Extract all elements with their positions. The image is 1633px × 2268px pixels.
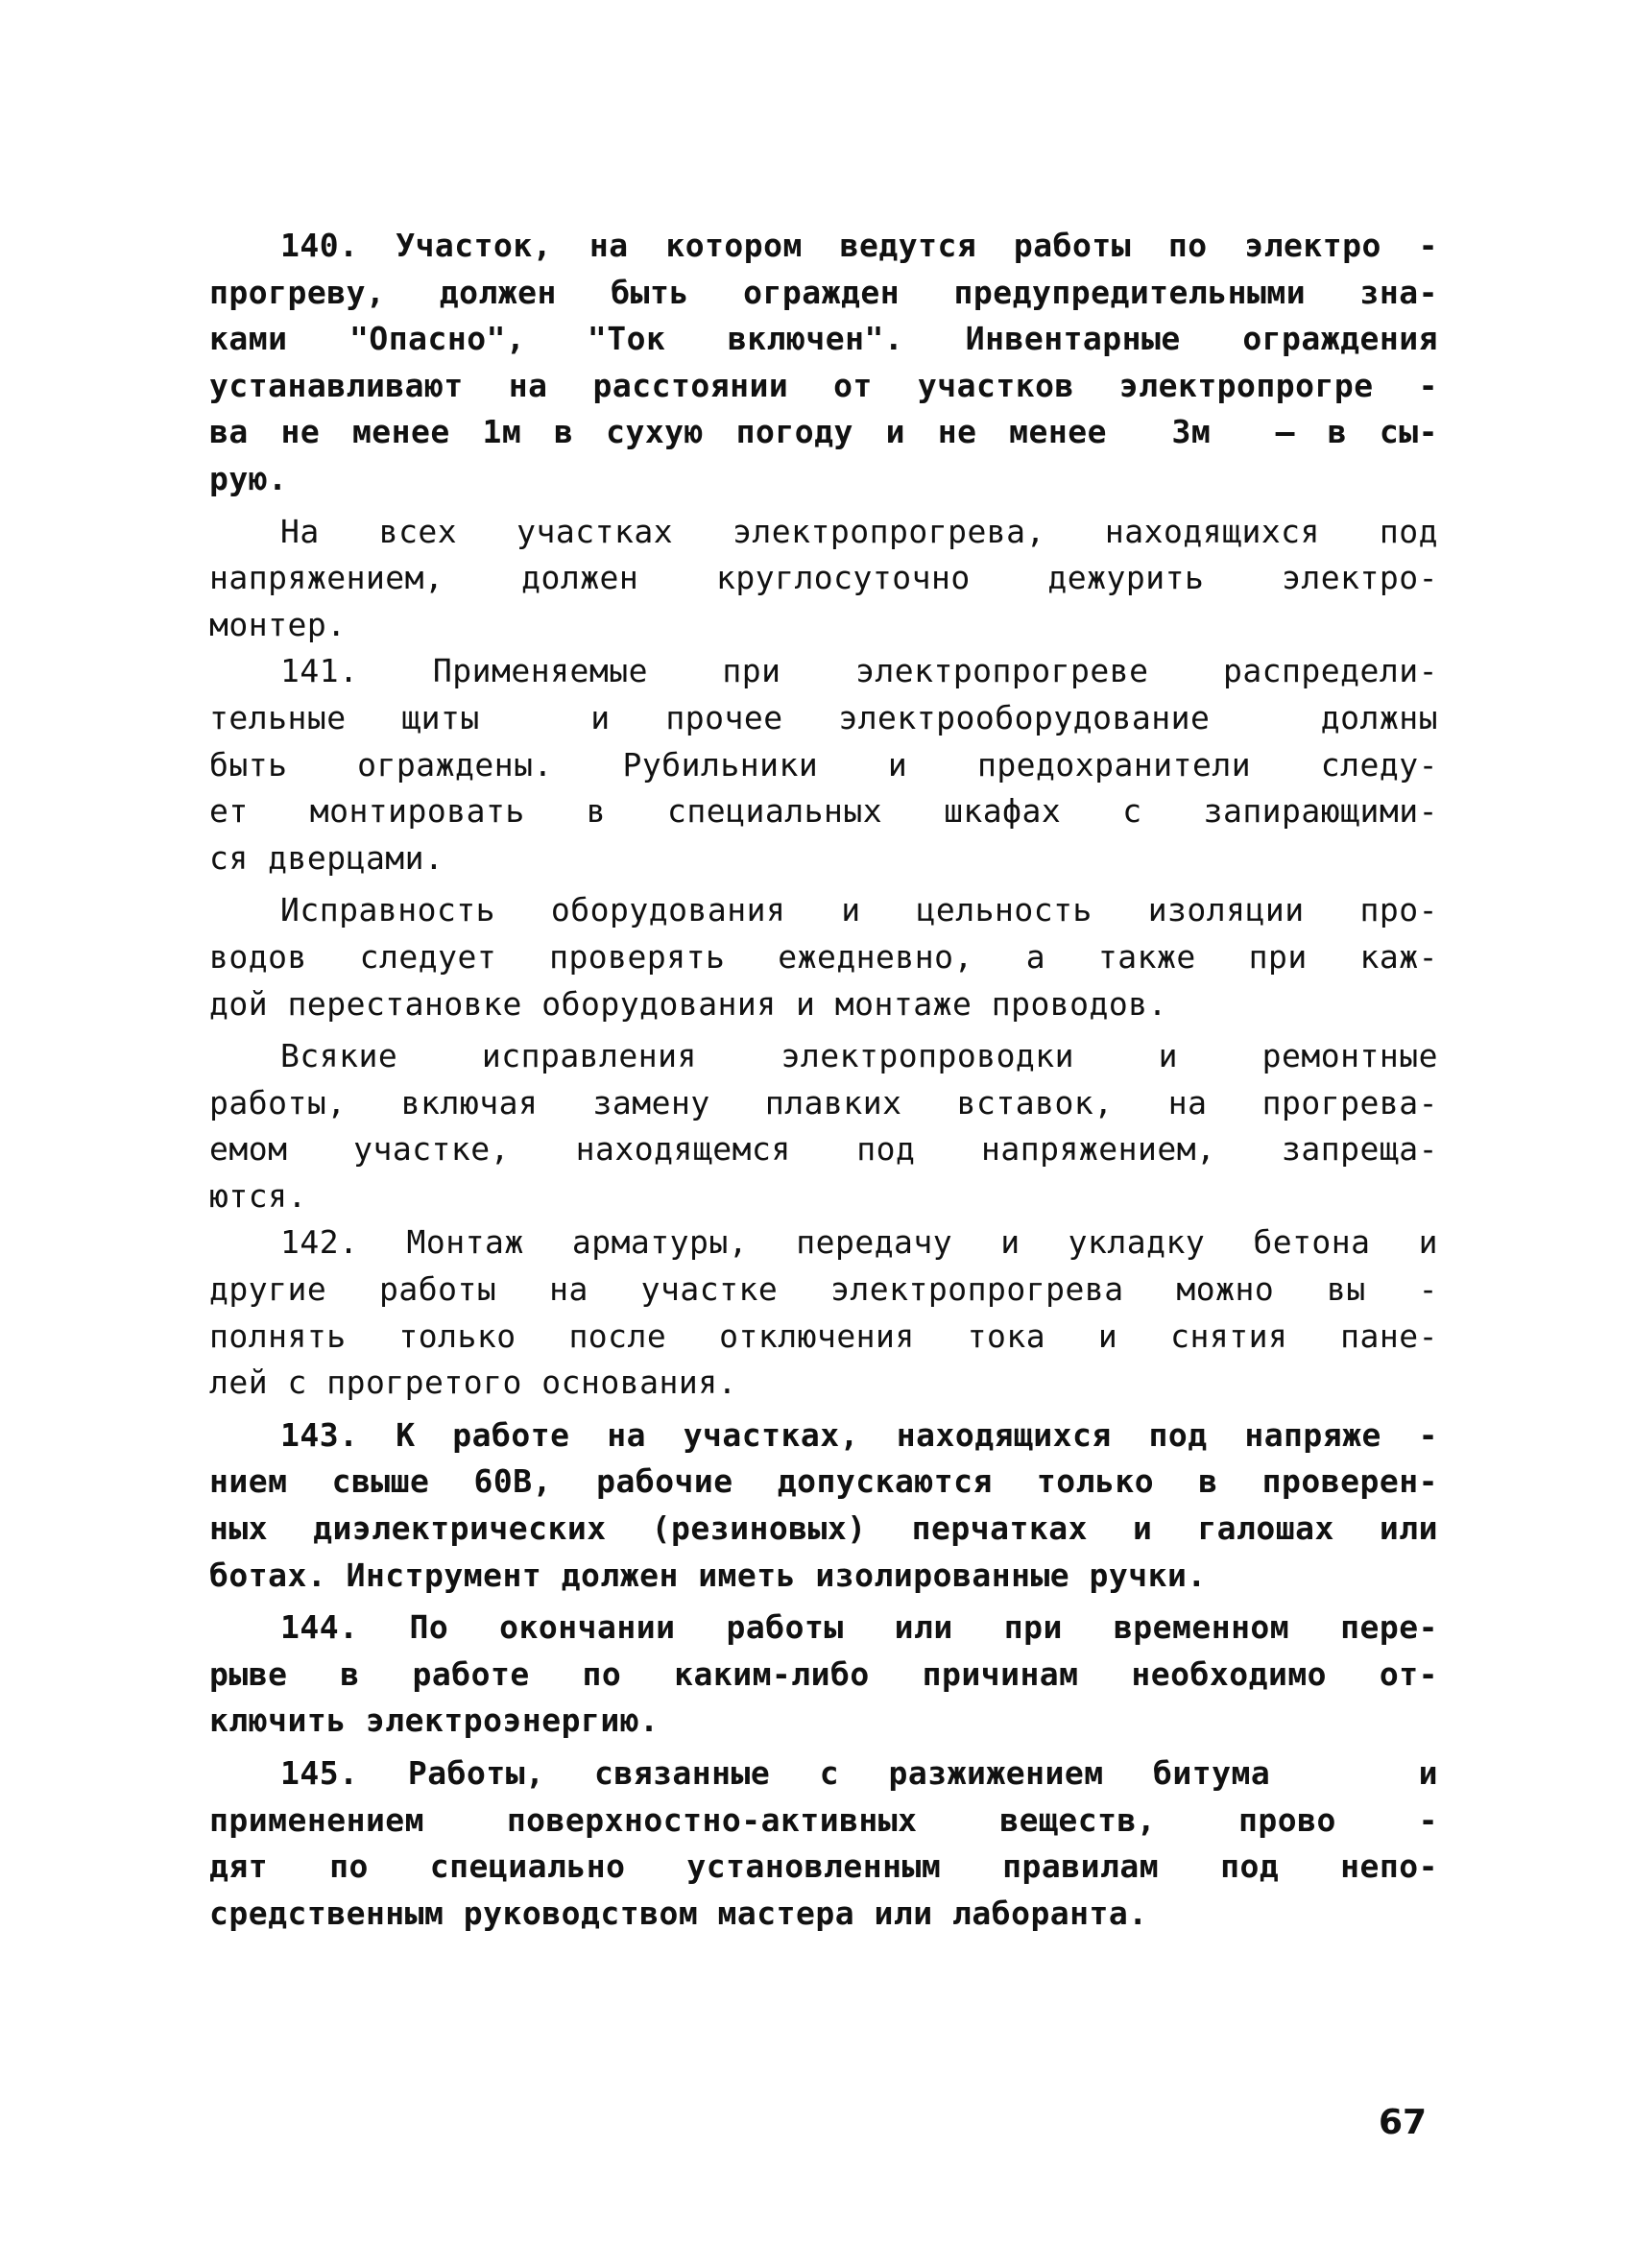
text-line: Исправность оборудования и цельность изоляции про- — [280, 891, 1438, 929]
text-line: Всякие исправления электропроводки и ремонтные — [280, 1037, 1438, 1075]
paragraph-141-equipment — [209, 887, 1438, 1027]
body-text — [209, 223, 1438, 1937]
paragraph-142 — [209, 1219, 1438, 1406]
paragraph-140-continued — [209, 509, 1438, 649]
text-line: 144. По окончании работы или при временном пере- — [280, 1608, 1438, 1647]
text-line: дой перестановке оборудования и монтаже проводов. — [209, 984, 1168, 1023]
paragraph-144 — [209, 1604, 1438, 1745]
text-line: монтер. — [209, 605, 347, 643]
text-line: 140. Участок, на котором ведутся работы по электро - — [280, 227, 1438, 264]
text-line: применением поверхностно-активных веществ, прово - — [209, 1800, 1438, 1839]
text-line: ются. — [209, 1176, 307, 1215]
text-line: устанавливают на расстоянии от участков электропрогре - — [209, 366, 1438, 404]
paragraph-141 — [209, 648, 1438, 881]
text-line: 141. Применяемые при электропрогреве распредели- — [280, 652, 1438, 690]
text-line: рыве в работе по каким-либо причинам необходимо от- — [209, 1654, 1438, 1693]
text-line: ет монтировать в специальных шкафах с запирающими- — [209, 792, 1438, 831]
text-line: емом участке, находящемся под напряжением, запреща- — [209, 1130, 1438, 1169]
text-line: полнять только после отключения тока и снятия пане- — [209, 1316, 1438, 1355]
text-line: лей с прогретого основания. — [209, 1363, 737, 1402]
text-line: другие работы на участке электропрогрева можно вы - — [209, 1270, 1438, 1309]
text-line: На всех участках электропрогрева, находящихся под — [280, 512, 1438, 550]
text-line: средственным руководством мастера или лаборанта. — [209, 1894, 1148, 1932]
text-line: тельные щиты и прочее электрооборудование должны — [209, 698, 1438, 736]
text-line: водов следует проверять ежедневно, а также при каж- — [209, 937, 1438, 976]
text-line: ва не менее 1м в сухую погоду и не менее 3м — в сы- — [209, 413, 1438, 451]
text-line: ных диэлектрических (резиновых) перчатках и галошах или — [209, 1509, 1438, 1548]
text-line: ботах. Инструмент должен иметь изолированные ручки. — [209, 1556, 1207, 1594]
paragraph-145 — [209, 1750, 1438, 1937]
text-line: ся дверцами. — [209, 838, 444, 877]
page-number: 67 — [1379, 2103, 1428, 2142]
text-line: 145. Работы, связанные с разжижением битума и — [280, 1754, 1438, 1792]
text-line: дят по специально установленным правилам под непо- — [209, 1847, 1438, 1886]
text-line: напряжением, должен круглосуточно дежурить электро- — [209, 559, 1438, 597]
text-line: нием свыше 60В, рабочие допускаются только в проверен- — [209, 1462, 1438, 1501]
paragraph-140 — [209, 223, 1438, 503]
text-line: 143. К работе на участках, находящихся под напряже - — [280, 1415, 1438, 1454]
text-line: ключить электроэнергию. — [209, 1701, 660, 1740]
text-line: работы, включая замену плавких вставок, на прогрева- — [209, 1083, 1438, 1122]
paragraph-141-repairs — [209, 1033, 1438, 1219]
paragraph-143 — [209, 1412, 1438, 1599]
text-line: 142. Монтаж арматуры, передачу и укладку бетона и — [280, 1223, 1438, 1262]
text-line: прогреву, должен быть огражден предупредительными зна- — [209, 273, 1438, 311]
text-line: рую. — [209, 459, 288, 497]
text-line: быть ограждены. Рубильники и предохранители следу- — [209, 745, 1438, 784]
text-line: ками "Опасно", "Ток включен". Инвентарные ограждения — [209, 320, 1438, 358]
